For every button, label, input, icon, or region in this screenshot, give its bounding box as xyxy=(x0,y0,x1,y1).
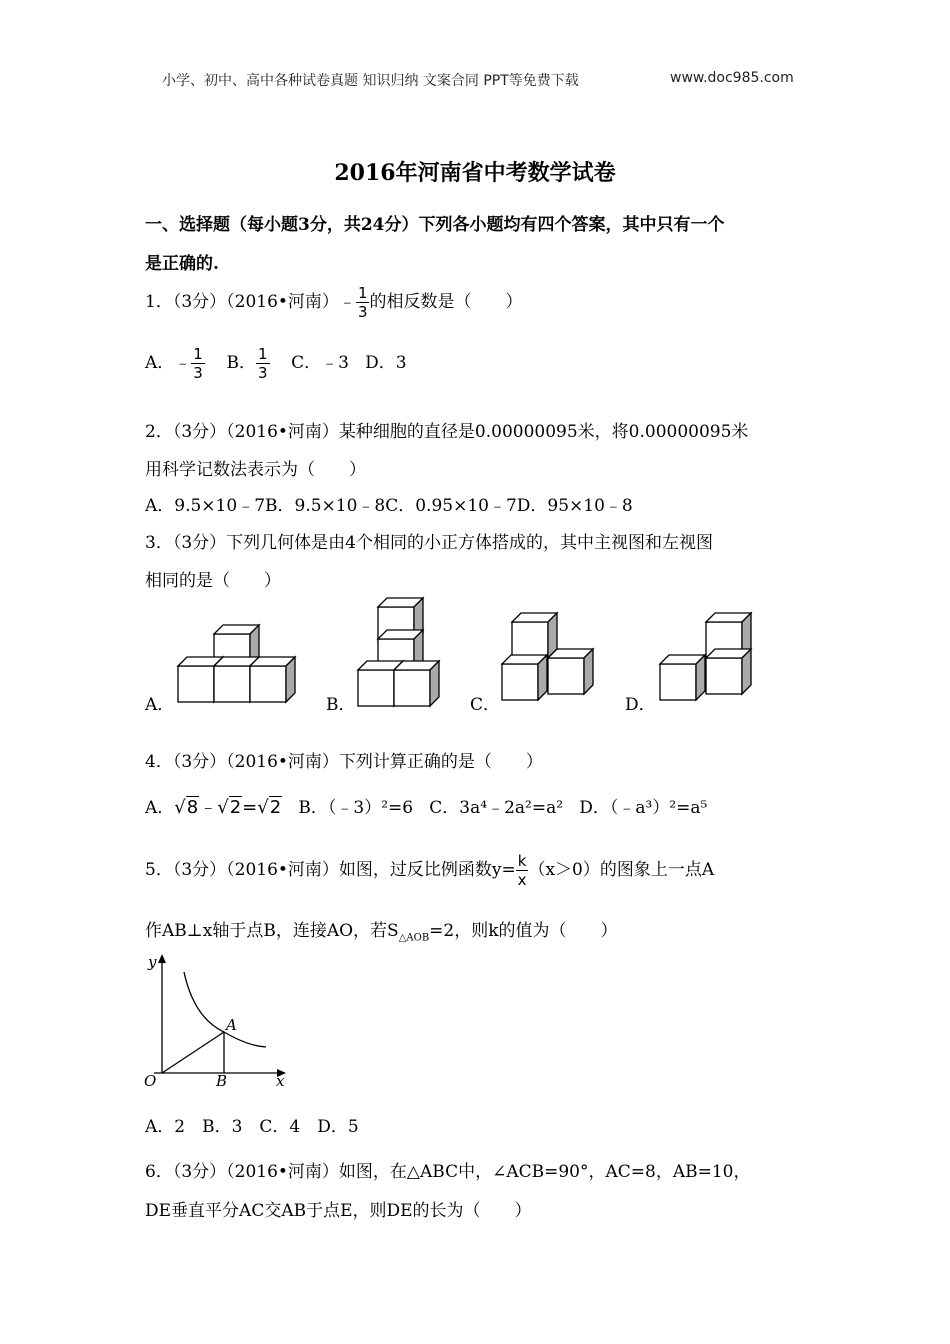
q5-y-label: y xyxy=(148,953,157,971)
q1-prefix: 1．（3分）（2016•河南）﹣ xyxy=(145,292,356,312)
q5-x-label: x xyxy=(276,1072,285,1090)
q5-line2-a: 作AB⊥x轴于点B，连接AO，若S xyxy=(145,921,399,941)
q5-prefix: 5．（3分）（2016•河南）如图，过反比例函数y= xyxy=(145,860,516,880)
figure-d-label: D． xyxy=(625,695,656,715)
q4-option-d: D．（﹣a³）²=a⁵ xyxy=(579,798,708,818)
q6-line2: DE垂直平分AC交AB于点E，则DE的长为（ ） xyxy=(145,1201,532,1221)
q1-a-den: 3 xyxy=(193,364,203,382)
q4-option-c: C．3a⁴﹣2a²=a² xyxy=(429,798,564,818)
q5-hyperbola xyxy=(184,972,266,1047)
q5-segment-ao xyxy=(162,1032,224,1073)
q1-a-num: 1 xyxy=(193,345,203,363)
q3-figures xyxy=(140,592,820,722)
q1-option-a-fraction xyxy=(191,345,205,382)
q1-frac-num: 1 xyxy=(357,284,368,302)
q4-options xyxy=(145,793,707,819)
q6-line1: 6．（3分）（2016•河南）如图，在△ABC中，∠ACB=90°，AC=8，AB=10， xyxy=(145,1162,751,1182)
section-heading-line2: 是正确的. xyxy=(145,254,219,274)
q5-frac-num: k xyxy=(517,852,527,870)
q5-point-b-label: B xyxy=(216,1072,228,1090)
question-5 xyxy=(145,852,714,889)
q4-a-radicand-2: 2 xyxy=(229,797,242,818)
q5-frac-den: x xyxy=(517,871,527,889)
q5-y-arrow xyxy=(158,954,166,963)
q2-line1: 2．（3分）（2016•河南）某种细胞的直径是0.00000095米，将0.00000095米 xyxy=(145,422,749,442)
q1-b-den: 3 xyxy=(257,364,268,382)
header-left-text: 小学、初中、高中各种试卷真题 知识归纳 文案合同 PPT等免费下载 xyxy=(162,73,579,89)
question-1 xyxy=(145,284,522,321)
q1-option-b: B． xyxy=(226,353,256,373)
q4-line: 4．（3分）（2016•河南）下列计算正确的是（ ） xyxy=(145,752,543,772)
q5-origin-label: O xyxy=(144,1072,157,1090)
q5-line2 xyxy=(145,916,618,943)
q1-option-b-fraction xyxy=(256,345,270,382)
q1-frac-den: 3 xyxy=(357,303,368,321)
q1-fraction xyxy=(356,284,370,321)
q1-option-a: A．﹣ xyxy=(145,353,192,373)
figure-a-label: A． xyxy=(145,695,175,715)
figure-c-solid xyxy=(502,613,593,700)
q1-option-d: D．3 xyxy=(365,353,407,373)
q1-suffix: 的相反数是（ ） xyxy=(369,292,523,312)
q5-options: A．2 B．3 C．4 D．5 xyxy=(145,1117,359,1137)
q5-point-a-label: A xyxy=(226,1016,237,1034)
q3-line2: 相同的是（ ） xyxy=(145,571,281,591)
q1-option-c: C．﹣3 xyxy=(291,353,349,373)
q5-suffix: （x＞0）的图象上一点A xyxy=(528,860,715,880)
q5-line2-b: =2，则k的值为（ ） xyxy=(429,921,618,941)
section-heading-line1: 一、选择题（每小题3分，共24分）下列各小题均有四个答案，其中只有一个 xyxy=(145,215,725,235)
q2-line2: 用科学记数法表示为（ ） xyxy=(145,460,366,480)
q4-a-radicand-1: 8 xyxy=(186,797,199,818)
figure-c-label: C． xyxy=(470,695,501,715)
q5-fraction xyxy=(516,852,529,889)
q3-line1: 3．（3分）下列几何体是由4个相同的小正方体搭成的，其中主视图和左视图 xyxy=(145,533,713,553)
figure-b-solid xyxy=(358,598,439,706)
q5-figure xyxy=(140,950,300,1090)
q4-a-radicand-3: 2 xyxy=(269,797,282,818)
figure-b-label: B． xyxy=(326,695,356,715)
q4-a-expression: √8﹣√2=√2 xyxy=(174,797,282,818)
figure-d-solid xyxy=(660,613,751,700)
header-url[interactable]: www.doc985.com xyxy=(670,70,794,86)
page-title: 2016年河南省中考数学试卷 xyxy=(334,160,616,186)
q2-options: A．9.5×10﹣7B．9.5×10﹣8C．0.95×10﹣7D．95×10﹣8 xyxy=(145,496,633,516)
q1-options xyxy=(145,345,407,382)
q1-b-num: 1 xyxy=(257,345,268,363)
figure-a-solid xyxy=(178,625,295,702)
q4-option-b: B．（﹣3）²=6 xyxy=(298,798,414,818)
q4-option-a: A． xyxy=(145,798,175,818)
q5-line2-sub: △AOB xyxy=(398,932,430,944)
